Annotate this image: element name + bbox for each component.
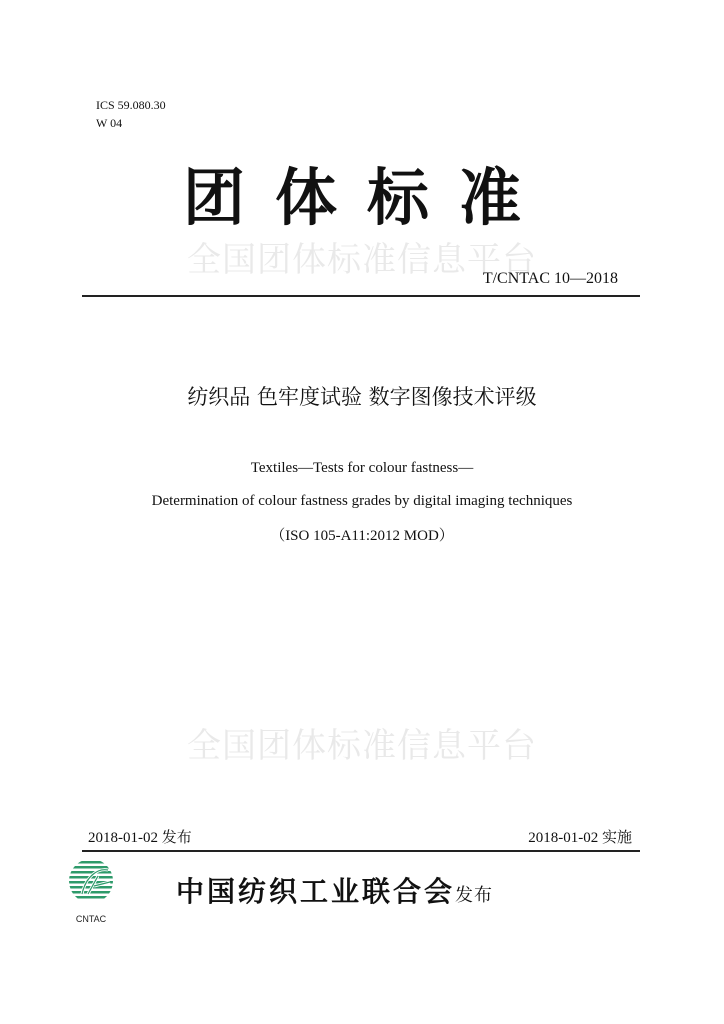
english-title-line-3: （ISO 105-A11:2012 MOD） bbox=[270, 528, 454, 544]
publisher-org-name: 中国纺织工业联合会 bbox=[176, 875, 456, 908]
english-title-line-1: Textiles—Tests for colour fastness— bbox=[250, 460, 474, 476]
logo-text: CNTAC bbox=[75, 914, 107, 924]
implement-date: 2018-01-02 实施 bbox=[528, 830, 632, 846]
cntac-logo bbox=[64, 856, 122, 926]
standard-number: T/CNTAC 10—2018 bbox=[482, 270, 618, 287]
publish-date: 2018-01-02 发布 bbox=[88, 830, 192, 846]
watermark-top: 全国团体标准信息平台 bbox=[187, 240, 537, 280]
watermark-bottom: 全国团体标准信息平台 bbox=[187, 726, 537, 766]
top-divider bbox=[82, 295, 640, 297]
english-title-line-2: Determination of colour fastness grades by digital imaging techniques bbox=[151, 493, 573, 509]
chinese-title: 纺织品 色牢度试验 数字图像技术评级 bbox=[187, 385, 537, 409]
bottom-divider bbox=[82, 850, 640, 852]
w-code: W 04 bbox=[96, 116, 123, 130]
publisher-name bbox=[176, 870, 493, 910]
cntac-logo-icon bbox=[64, 856, 122, 926]
main-title: 团体标准 bbox=[182, 161, 551, 234]
ics-code: ICS 59.080.30 bbox=[96, 98, 166, 112]
publisher-suffix: 发布 bbox=[455, 885, 494, 906]
